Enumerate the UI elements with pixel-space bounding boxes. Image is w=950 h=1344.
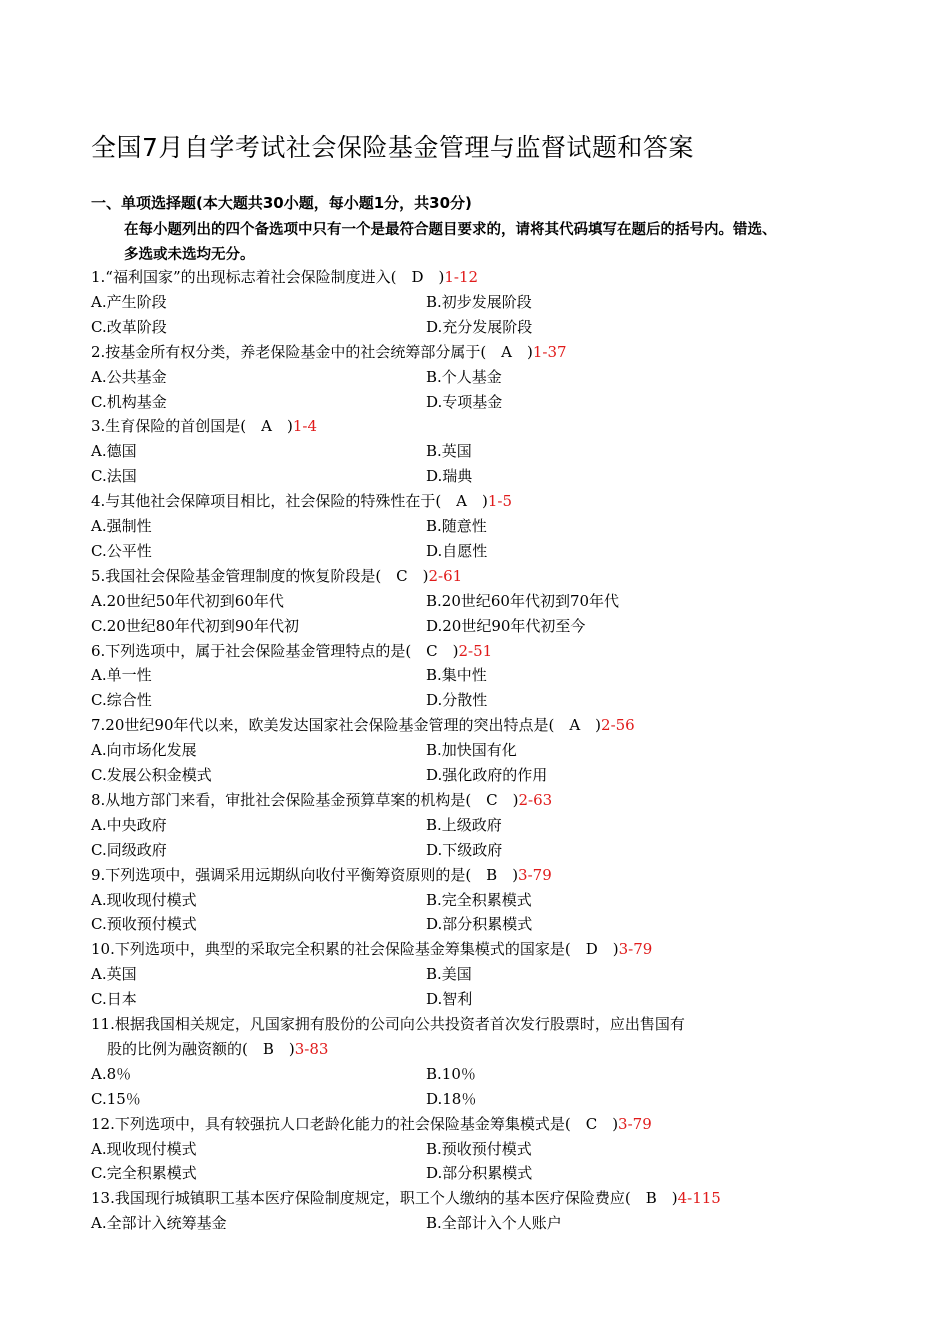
page-reference: 4-115 bbox=[677, 1189, 721, 1208]
page-reference: 2-51 bbox=[458, 641, 493, 660]
answer-option: C.改革阶段 bbox=[91, 317, 167, 336]
page-title: 全国7月自学考试社会保险基金管理与监督试题和答案 bbox=[91, 133, 694, 162]
question-stem bbox=[91, 1112, 652, 1137]
question-stem bbox=[91, 713, 635, 738]
page-reference: 3-79 bbox=[518, 865, 552, 884]
question-text: 6.下列选项中，属于社会保险基金管理特点的是( C ) bbox=[91, 641, 459, 660]
section-instructions-line1: 在每小题列出的四个备选项中只有一个是最符合题目要求的，请将其代码填写在题后的括号内。错选、 bbox=[124, 222, 777, 238]
answer-option: A.产生阶段 bbox=[91, 292, 167, 311]
page-reference: 3-79 bbox=[618, 940, 653, 959]
answer-option: B.美国 bbox=[426, 965, 472, 984]
answer-option: D.强化政府的作用 bbox=[426, 766, 548, 784]
question-stem bbox=[91, 340, 567, 365]
section-heading: 一、单项选择题(本大题共30小题，每小题1分，共30分) bbox=[91, 194, 472, 212]
answer-option: A.现收现付模式 bbox=[91, 1139, 197, 1158]
answer-option: A.向市场化发展 bbox=[91, 741, 197, 760]
question-stem bbox=[91, 489, 512, 514]
page-reference: 1-5 bbox=[487, 492, 513, 511]
question-text: 1.“福利国家”的出现标志着社会保险制度进入( D ) bbox=[91, 268, 445, 286]
answer-option: A.现收现付模式 bbox=[91, 890, 197, 909]
question-text: 11.根据我国相关规定，凡国家拥有股份的公司向公共投资者首次发行股票时，应出售国有 bbox=[91, 1015, 685, 1033]
question-stem bbox=[91, 788, 552, 813]
answer-option: C.公平性 bbox=[91, 541, 152, 560]
answer-option: A.单一性 bbox=[91, 666, 152, 685]
answer-option: A.英国 bbox=[91, 965, 137, 984]
answer-option: D.充分发展阶段 bbox=[426, 317, 533, 336]
section-instructions-line2: 多选或未选均无分。 bbox=[124, 247, 255, 263]
answer-option: B.加快国有化 bbox=[426, 741, 517, 760]
answer-option: A.德国 bbox=[91, 442, 137, 461]
answer-option: B.20世纪60年代初到70年代 bbox=[426, 591, 620, 610]
question-stem bbox=[91, 937, 652, 962]
answer-option: C.完全积累模式 bbox=[91, 1164, 197, 1183]
answer-option: B.随意性 bbox=[426, 517, 487, 535]
question-text: 4.与其他社会保障项目相比，社会保险的特殊性在于( A ) bbox=[91, 492, 488, 511]
answer-option: C.发展公积金模式 bbox=[91, 766, 212, 784]
answer-option: C.综合性 bbox=[91, 691, 152, 710]
page-reference: 2-61 bbox=[428, 566, 463, 585]
question-stem bbox=[91, 564, 462, 589]
answer-option: B.预收预付模式 bbox=[426, 1139, 532, 1158]
answer-option: B.英国 bbox=[426, 442, 472, 461]
page-reference: 3-83 bbox=[294, 1039, 329, 1058]
question-stem bbox=[91, 414, 317, 439]
answer-option: D.部分积累模式 bbox=[426, 915, 533, 934]
answer-option: C.20世纪80年代初到90年代初 bbox=[91, 616, 299, 635]
answer-option: C.机构基金 bbox=[91, 392, 167, 411]
answer-option: C.日本 bbox=[91, 990, 137, 1009]
answer-option: D.专项基金 bbox=[426, 392, 503, 411]
answer-option: A.强制性 bbox=[91, 517, 152, 535]
answer-option: D.20世纪90年代初至今 bbox=[426, 616, 586, 635]
question-text: 5.我国社会保险基金管理制度的恢复阶段是( C ) bbox=[91, 566, 429, 585]
answer-option: C.15％ bbox=[91, 1089, 141, 1108]
answer-option: B.个人基金 bbox=[426, 367, 502, 386]
question-text: 股的比例为融资额的( B ) bbox=[107, 1039, 295, 1058]
answer-option: D.瑞典 bbox=[426, 467, 473, 486]
answer-option: B.全部计入个人账户 bbox=[426, 1214, 562, 1233]
page-reference: 2-63 bbox=[518, 790, 553, 809]
answer-option: B.集中性 bbox=[426, 666, 487, 685]
answer-option: B.初步发展阶段 bbox=[426, 292, 532, 311]
question-stem bbox=[91, 1186, 721, 1211]
question-text: 13.我国现行城镇职工基本医疗保险制度规定，职工个人缴纳的基本医疗保险费应( B ) bbox=[91, 1189, 678, 1208]
answer-option: C.同级政府 bbox=[91, 840, 167, 859]
question-text: 3.生育保险的首创国是( A ) bbox=[91, 417, 293, 436]
page-reference: 2-56 bbox=[601, 716, 635, 735]
answer-option: B.上级政府 bbox=[426, 815, 502, 834]
answer-option: A.全部计入统筹基金 bbox=[91, 1214, 227, 1233]
page-reference: 3-79 bbox=[618, 1114, 652, 1133]
answer-option: D.18％ bbox=[426, 1089, 477, 1108]
question-stem bbox=[91, 863, 552, 888]
question-text: 8.从地方部门来看，审批社会保险基金预算草案的机构是( C ) bbox=[91, 790, 519, 809]
page-reference: 1-12 bbox=[444, 268, 479, 286]
answer-option: B.10％ bbox=[426, 1064, 476, 1083]
answer-option: C.法国 bbox=[91, 467, 137, 486]
answer-option: A.8％ bbox=[91, 1064, 132, 1083]
answer-option: A.公共基金 bbox=[91, 367, 167, 386]
answer-option: D.智利 bbox=[426, 990, 473, 1009]
question-text: 10.下列选项中，典型的采取完全积累的社会保险基金筹集模式的国家是( D ) bbox=[91, 940, 619, 959]
answer-option: A.20世纪50年代初到60年代 bbox=[91, 591, 284, 610]
question-text: 9.下列选项中，强调采用远期纵向收付平衡筹资原则的是( B ) bbox=[91, 865, 519, 884]
answer-option: D.部分积累模式 bbox=[426, 1164, 533, 1183]
question-stem bbox=[91, 639, 492, 664]
answer-option: A.中央政府 bbox=[91, 815, 167, 834]
question-stem bbox=[91, 265, 478, 290]
question-text: 7.20世纪90年代以来，欧美发达国家社会保险基金管理的突出特点是( A ) bbox=[91, 716, 602, 735]
question-text: 12.下列选项中，具有较强抗人口老龄化能力的社会保险基金筹集模式是( C ) bbox=[91, 1114, 619, 1133]
answer-option: D.自愿性 bbox=[426, 541, 488, 560]
page-reference: 1-37 bbox=[532, 342, 567, 361]
question-stem-continued bbox=[107, 1037, 328, 1062]
answer-option: C.预收预付模式 bbox=[91, 915, 197, 934]
page-reference: 1-4 bbox=[292, 417, 318, 436]
question-text: 2.按基金所有权分类，养老保险基金中的社会统筹部分属于( A ) bbox=[91, 342, 533, 361]
answer-option: D.分散性 bbox=[426, 691, 488, 710]
question-stem bbox=[91, 1012, 685, 1037]
answer-option: B.完全积累模式 bbox=[426, 890, 532, 909]
answer-option: D.下级政府 bbox=[426, 840, 503, 859]
